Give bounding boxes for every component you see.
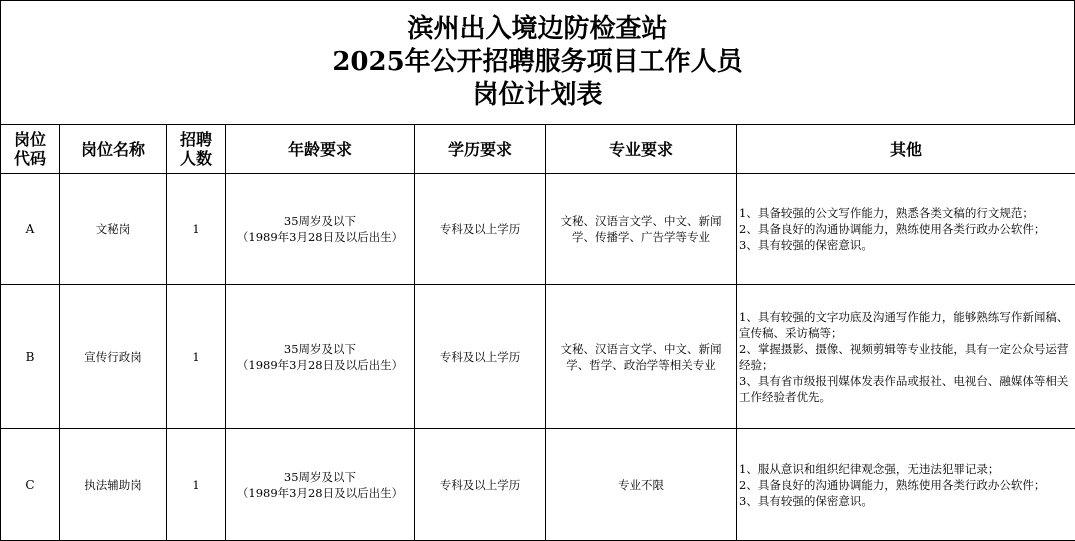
cell-name: 执法辅助岗 [60, 429, 167, 541]
birth-date-limit: （1989年3月28日及以后出生） [236, 485, 404, 500]
requirement-line: 3、具有较强的保密意识。 [739, 238, 873, 252]
cell-major: 文秘、汉语言文学、中文、新闻学、哲学、政治学等相关专业 [546, 285, 737, 429]
cell-major: 文秘、汉语言文学、中文、新闻学、传播学、广告学等专业 [546, 174, 737, 285]
cell-education: 专科及以上学历 [415, 285, 546, 429]
table-row [1, 174, 1075, 285]
document-title [0, 0, 1075, 125]
title-line-2: 2025年公开招聘服务项目工作人员 [332, 47, 743, 77]
requirement-line: 1、服从意识和组织纪律观念强，无违法犯罪记录； [739, 461, 1000, 476]
cell-age [226, 285, 415, 429]
cell-count: 1 [167, 429, 226, 541]
table-row [1, 429, 1075, 541]
requirement-line: 2、掌握摄影、摄像、视频剪辑等专业技能，具有一定公众号运营经验； [739, 341, 1069, 372]
cell-count: 1 [167, 174, 226, 285]
table-row [1, 285, 1075, 429]
cell-other [737, 285, 1075, 429]
requirement-line: 1、具有较强的文字功底及沟通写作能力，能够熟练写作新闻稿、宣传稿、采访稿等； [739, 309, 1069, 340]
header-code: 岗位代码 [1, 125, 60, 174]
header-row [1, 125, 1075, 174]
age-limit: 35周岁及以下 [283, 341, 357, 356]
age-limit: 35周岁及以下 [283, 469, 357, 484]
title-line-3: 岗位计划表 [472, 80, 603, 110]
cell-education: 专科及以上学历 [415, 174, 546, 285]
cell-other [737, 429, 1075, 541]
birth-date-limit: （1989年3月28日及以后出生） [236, 230, 404, 244]
requirement-line: 1、具备较强的公文写作能力，熟悉各类文稿的行文规范； [739, 206, 1034, 220]
cell-name: 文秘岗 [60, 174, 167, 285]
cell-other [737, 174, 1075, 285]
requirement-line: 3、具有省市级报刊媒体发表作品或报社、电视台、融媒体等相关工作经验者优先。 [739, 373, 1069, 404]
title-line-1: 滨州出入境边防检查站 [407, 14, 668, 44]
age-limit: 35周岁及以下 [283, 214, 357, 228]
requirement-line: 2、具备良好的沟通协调能力，熟练使用各类行政办公软件； [739, 222, 1046, 236]
cell-education: 专科及以上学历 [415, 429, 546, 541]
position-table [0, 124, 1075, 541]
cell-code: C [1, 429, 60, 541]
header-count: 招聘人数 [167, 125, 226, 174]
requirement-line: 2、具备良好的沟通协调能力，熟练使用各类行政办公软件； [739, 477, 1046, 492]
requirement-line: 3、具有较强的保密意识。 [739, 493, 873, 508]
header-other: 其他 [737, 125, 1075, 174]
header-age: 年龄要求 [226, 125, 415, 174]
cell-name: 宣传行政岗 [60, 285, 167, 429]
cell-major: 专业不限 [546, 429, 737, 541]
birth-date-limit: （1989年3月28日及以后出生） [236, 357, 404, 372]
cell-age [226, 429, 415, 541]
header-major: 专业要求 [546, 125, 737, 174]
cell-code: B [1, 285, 60, 429]
header-name: 岗位名称 [60, 125, 167, 174]
cell-code: A [1, 174, 60, 285]
cell-count: 1 [167, 285, 226, 429]
cell-age [226, 174, 415, 285]
header-education: 学历要求 [415, 125, 546, 174]
